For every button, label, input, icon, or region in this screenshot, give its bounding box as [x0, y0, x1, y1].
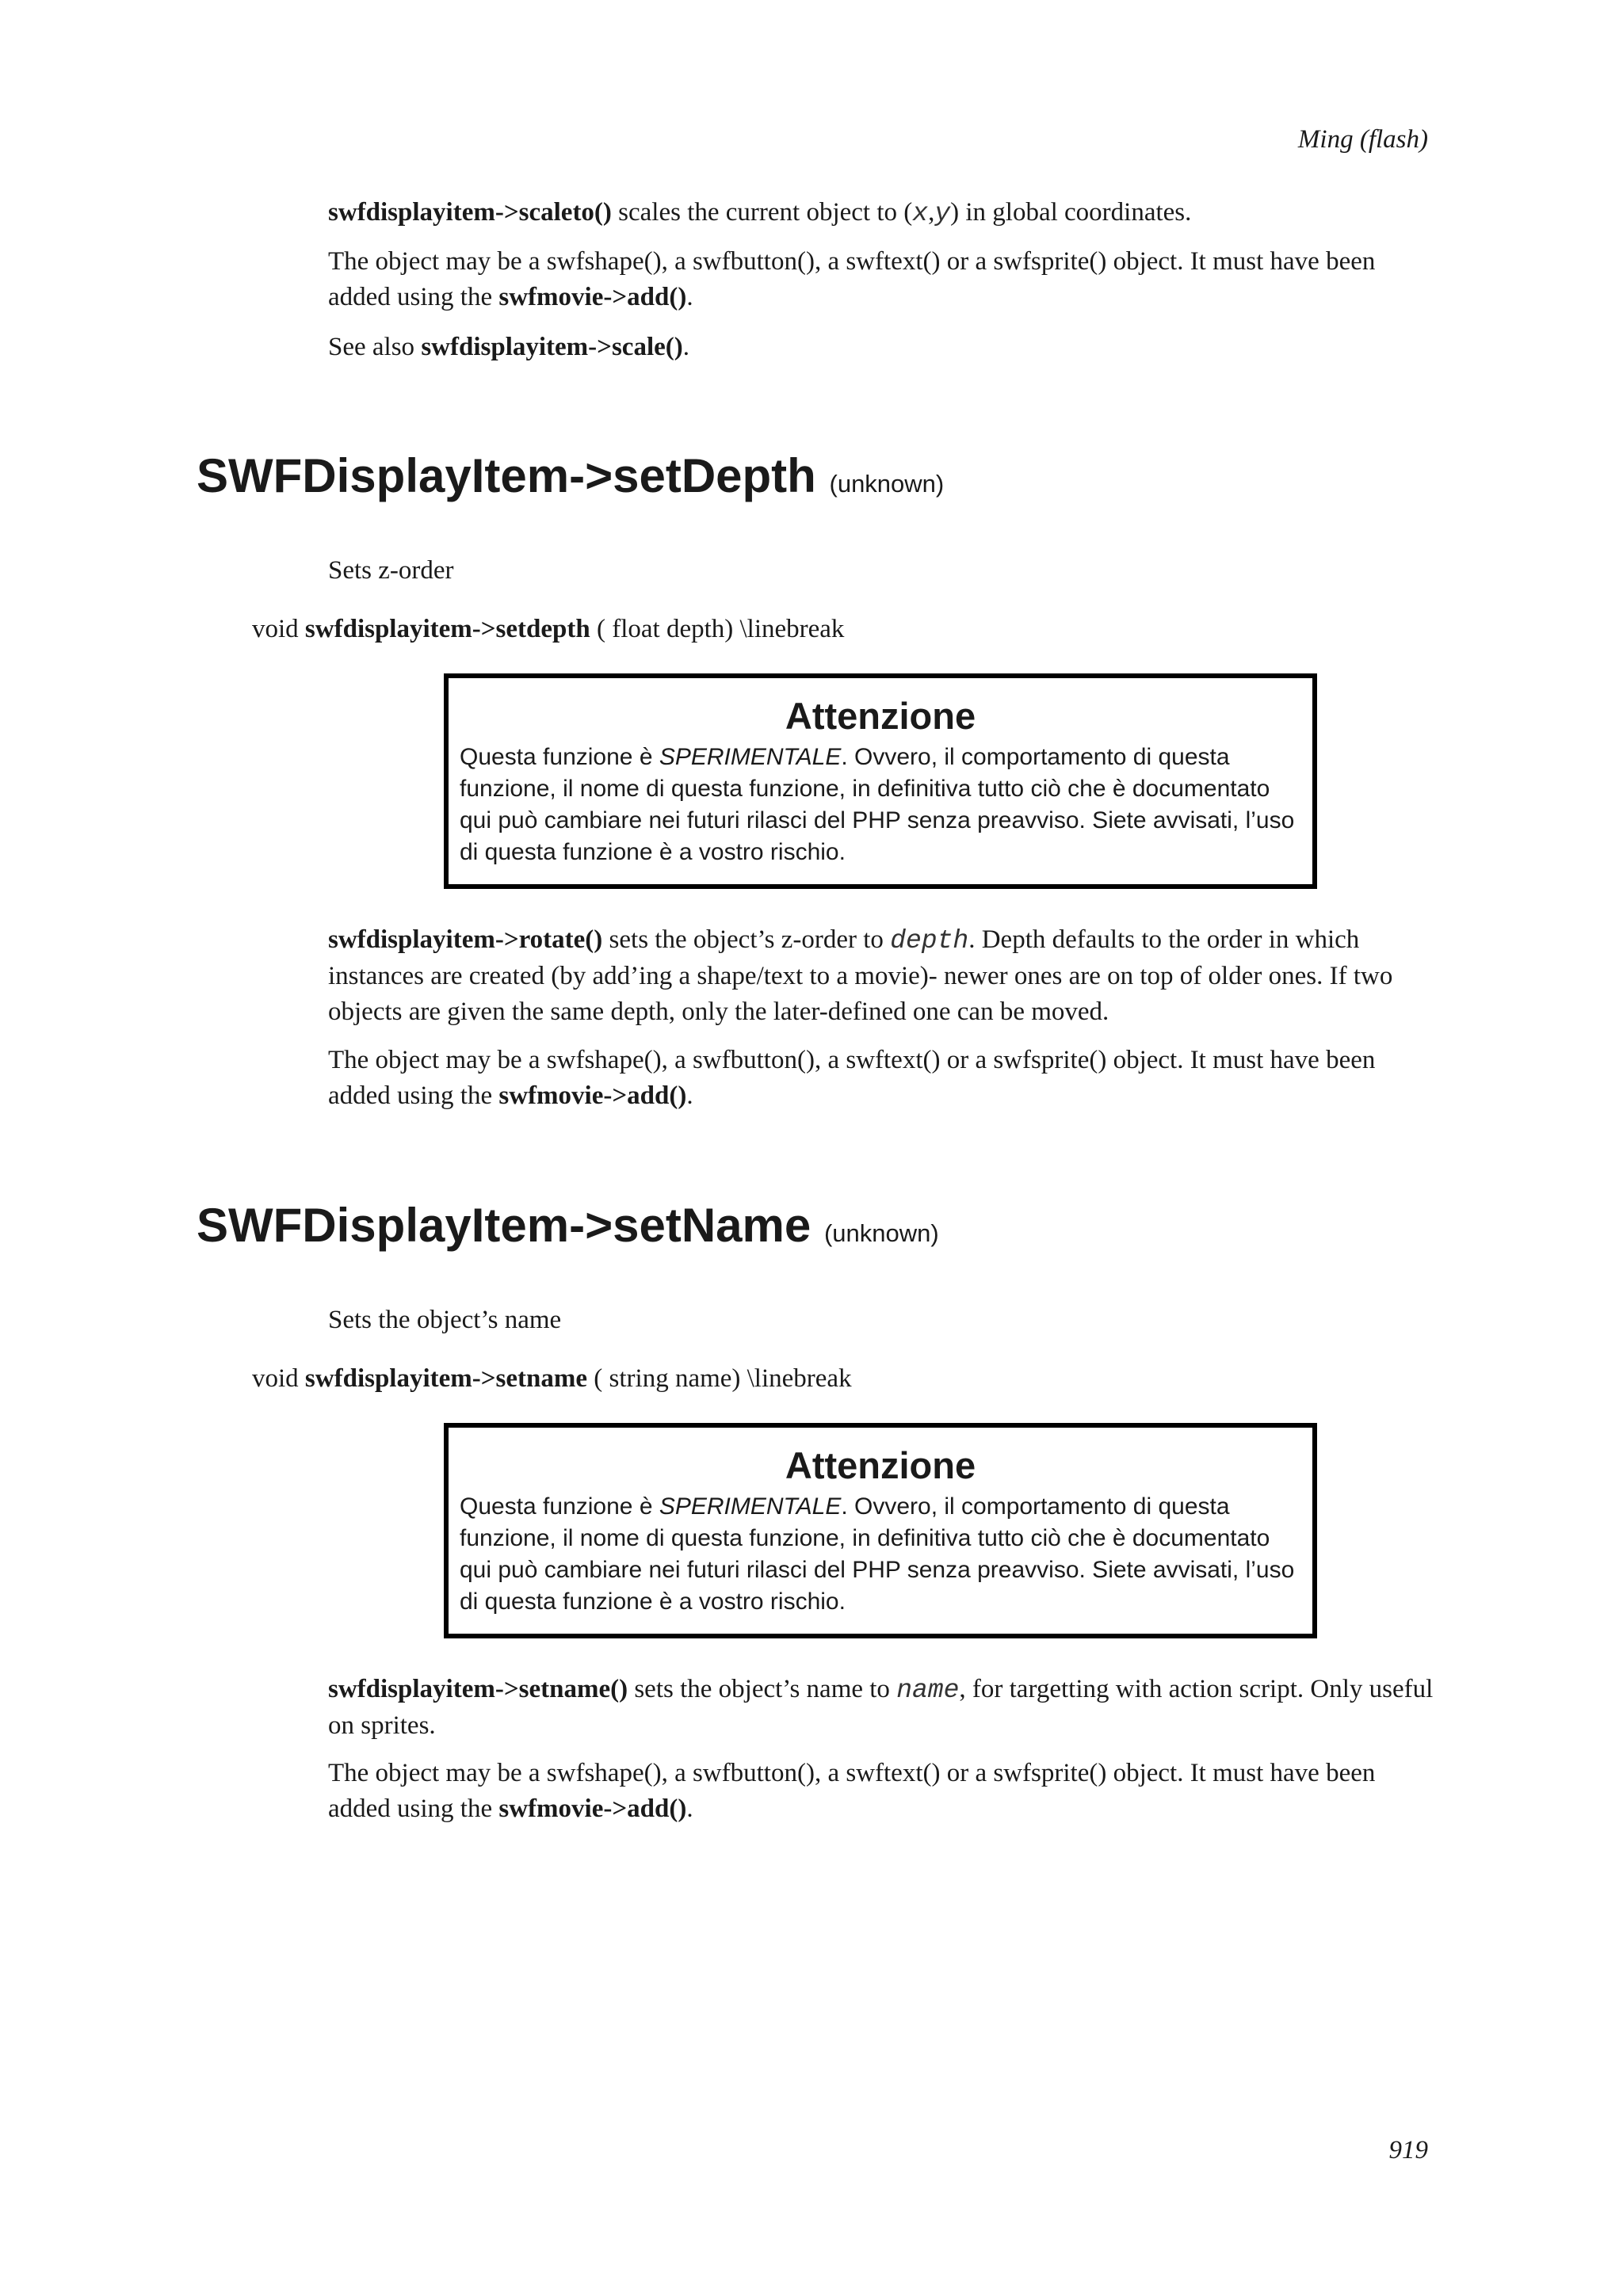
scaleto-object-note: The object may be a swfshape(), a swfbutton(), a swftext() or a swfsprite() object. It must have been added using the swfmovie->add(). [328, 247, 1376, 311]
setdepth-purpose: Sets z-order [328, 556, 454, 585]
param-y: y [934, 199, 951, 228]
function-name: swfdisplayitem->setname [304, 1364, 588, 1393]
function-name: swfmovie->add() [498, 283, 687, 311]
function-name: swfmovie->add() [498, 1794, 687, 1823]
function-name: swfdisplayitem->scale() [421, 333, 683, 361]
version-status: (unknown) [829, 470, 945, 498]
function-name: swfdisplayitem->setdepth [304, 615, 590, 643]
function-name: swfdisplayitem->setname() [328, 1675, 628, 1703]
scaleto-description: swfdisplayitem->scaleto() scales the current object to (x,y) in global coordinates. [328, 198, 1192, 228]
setname-description: swfdisplayitem->setname() sets the object’s name to name, for targetting with action script. Only useful on sprites. [328, 1675, 1434, 1740]
scaleto-see-also: See also swfdisplayitem->scale(). [328, 333, 689, 361]
section-title-setdepth: SWFDisplayItem->setDepth (unknown) [197, 449, 945, 502]
function-name: swfmovie->add() [498, 1081, 687, 1110]
function-name: swfdisplayitem->scaleto() [328, 198, 612, 227]
setdepth-description: swfdisplayitem->rotate() sets the object’s z-order to depth. Depth defaults to the order in which instances are created (by add’ing a shape/text to a movie)- newer ones are on top of older ones. If two objects are given the same depth, only the later-defined one can be moved. [328, 925, 1393, 1026]
running-header: Ming (flash) [1297, 125, 1428, 154]
param-name: name [896, 1676, 960, 1705]
function-name: swfdisplayitem->rotate() [328, 925, 603, 954]
section-title-setname: SWFDisplayItem->setName (unknown) [197, 1199, 939, 1252]
setname-object-note: The object may be a swfshape(), a swfbutton(), a swftext() or a swfsprite() object. It must have been added using the swfmovie->add(). [328, 1759, 1376, 1823]
warning-text: Questa funzione è SPERIMENTALE. Ovvero, il comportamento di questa funzione, il nome di questa funzione, in definitiva tutto ciò che è documentato qui può cambiare nei futuri rilasci del PHP senza preavviso. Siete avvisati, l’uso di questa funzione è a vostro rischio. [460, 744, 1295, 865]
warning-box [444, 1423, 1317, 1638]
setdepth-synopsis: void swfdisplayitem->setdepth ( float depth) \linebreak [252, 615, 845, 643]
warning-text: Questa funzione è SPERIMENTALE. Ovvero, il comportamento di questa funzione, il nome di questa funzione, in definitiva tutto ciò che è documentato qui può cambiare nei futuri rilasci del PHP senza preavviso. Siete avvisati, l’uso di questa funzione è a vostro rischio. [460, 1493, 1295, 1615]
warning-box [444, 673, 1317, 889]
warning-title: Attenzione [785, 1444, 976, 1486]
warning-title: Attenzione [785, 695, 976, 737]
setdepth-object-note: The object may be a swfshape(), a swfbutton(), a swftext() or a swfsprite() object. It must have been added using the swfmovie->add(). [328, 1046, 1376, 1110]
page-number: 919 [1388, 2136, 1428, 2164]
version-status: (unknown) [823, 1219, 939, 1247]
param-depth: depth [890, 926, 969, 955]
param-x: x [912, 199, 929, 228]
setname-synopsis: void swfdisplayitem->setname ( string name) \linebreak [252, 1364, 852, 1393]
setname-purpose: Sets the object’s name [328, 1306, 562, 1334]
